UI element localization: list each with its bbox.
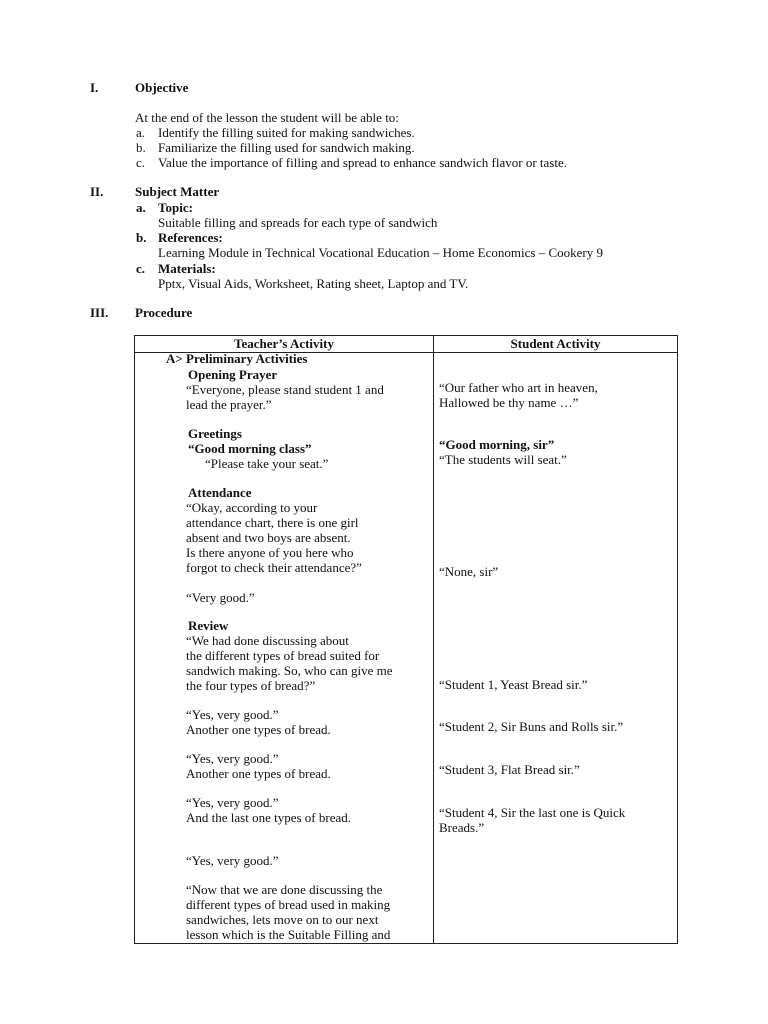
preliminary-heading: A> Preliminary Activities bbox=[166, 351, 308, 366]
teacher-line: absent and two boys are absent. bbox=[186, 530, 351, 545]
list-letter: b. bbox=[136, 230, 147, 245]
teacher-line: sandwich making. So, who can give me bbox=[186, 663, 393, 678]
teacher-line: “Very good.” bbox=[186, 590, 255, 605]
list-letter: a. bbox=[136, 200, 146, 215]
teacher-line: attendance chart, there is one girl bbox=[186, 515, 359, 530]
teacher-line: “Now that we are done discussing the bbox=[186, 882, 383, 897]
teacher-line: “We had done discussing about bbox=[186, 633, 349, 648]
student-line: “Good morning, sir” bbox=[439, 437, 555, 452]
teacher-line: “Yes, very good.” bbox=[186, 853, 279, 868]
list-item: Familiarize the filling used for sandwich making. bbox=[158, 140, 415, 155]
table-column-divider bbox=[433, 336, 434, 943]
student-line: “Student 4, Sir the last one is Quick bbox=[439, 805, 626, 820]
section-number: II. bbox=[90, 184, 104, 199]
section-title: Objective bbox=[135, 80, 189, 95]
teacher-line: the four types of bread?” bbox=[186, 678, 316, 693]
teacher-line: “Okay, according to your bbox=[186, 500, 318, 515]
list-letter: a. bbox=[136, 125, 146, 140]
teacher-line: “Everyone, please stand student 1 and bbox=[186, 382, 384, 397]
topic-label: Topic: bbox=[158, 200, 193, 215]
section-number: I. bbox=[90, 80, 99, 95]
student-line: “Student 1, Yeast Bread sir.” bbox=[439, 677, 588, 692]
teacher-line: “Yes, very good.” bbox=[186, 707, 279, 722]
student-activity-header: Student Activity bbox=[510, 336, 601, 351]
list-item: Identify the filling suited for making sandwiches. bbox=[158, 125, 415, 140]
list-item: Value the importance of filling and spread to enhance sandwich flavor or taste. bbox=[158, 155, 567, 170]
list-letter: b. bbox=[136, 140, 146, 155]
list-letter: c. bbox=[136, 155, 146, 170]
student-line: “Student 3, Flat Bread sir.” bbox=[439, 762, 580, 777]
section-title: Procedure bbox=[135, 305, 193, 320]
section-title: Subject Matter bbox=[135, 184, 220, 199]
teacher-line: “Yes, very good.” bbox=[186, 795, 279, 810]
references-label: References: bbox=[158, 230, 223, 245]
greetings-heading: Greetings bbox=[188, 426, 242, 441]
teacher-activity-header: Teacher’s Activity bbox=[233, 336, 334, 351]
teacher-line: Another one types of bread. bbox=[186, 722, 331, 737]
student-line: “The students will seat.” bbox=[439, 452, 567, 467]
student-line: “Student 2, Sir Buns and Rolls sir.” bbox=[439, 719, 624, 734]
teacher-line: Another one types of bread. bbox=[186, 766, 331, 781]
student-line: Hallowed be thy name …” bbox=[439, 395, 579, 410]
teacher-line: the different types of bread suited for bbox=[186, 648, 380, 663]
section-number: III. bbox=[90, 305, 109, 320]
teacher-line: lesson which is the Suitable Filling and bbox=[186, 927, 391, 942]
review-heading: Review bbox=[188, 618, 229, 633]
list-letter: c. bbox=[136, 261, 146, 276]
topic-text: Suitable filling and spreads for each type of sandwich bbox=[158, 215, 438, 230]
attendance-heading: Attendance bbox=[188, 485, 252, 500]
teacher-line: “Yes, very good.” bbox=[186, 751, 279, 766]
teacher-line: Is there anyone of you here who bbox=[186, 545, 354, 560]
teacher-line: “Please take your seat.” bbox=[205, 456, 329, 471]
student-line: Breads.” bbox=[439, 820, 485, 835]
teacher-line: different types of bread used in making bbox=[186, 897, 391, 912]
objective-intro: At the end of the lesson the student will be able to: bbox=[135, 110, 399, 125]
student-line: “Our father who art in heaven, bbox=[439, 380, 598, 395]
teacher-line: forgot to check their attendance?” bbox=[186, 560, 362, 575]
teacher-line: “Good morning class” bbox=[188, 441, 312, 456]
references-text: Learning Module in Technical Vocational Education – Home Economics – Cookery 9 bbox=[158, 245, 603, 260]
teacher-line: And the last one types of bread. bbox=[186, 810, 351, 825]
teacher-line: sandwiches, lets move on to our next bbox=[186, 912, 379, 927]
teacher-line: lead the prayer.” bbox=[186, 397, 272, 412]
student-line: “None, sir” bbox=[439, 564, 499, 579]
opening-prayer-heading: Opening Prayer bbox=[188, 367, 278, 382]
materials-label: Materials: bbox=[158, 261, 216, 276]
materials-text: Pptx, Visual Aids, Worksheet, Rating sheet, Laptop and TV. bbox=[158, 276, 469, 291]
